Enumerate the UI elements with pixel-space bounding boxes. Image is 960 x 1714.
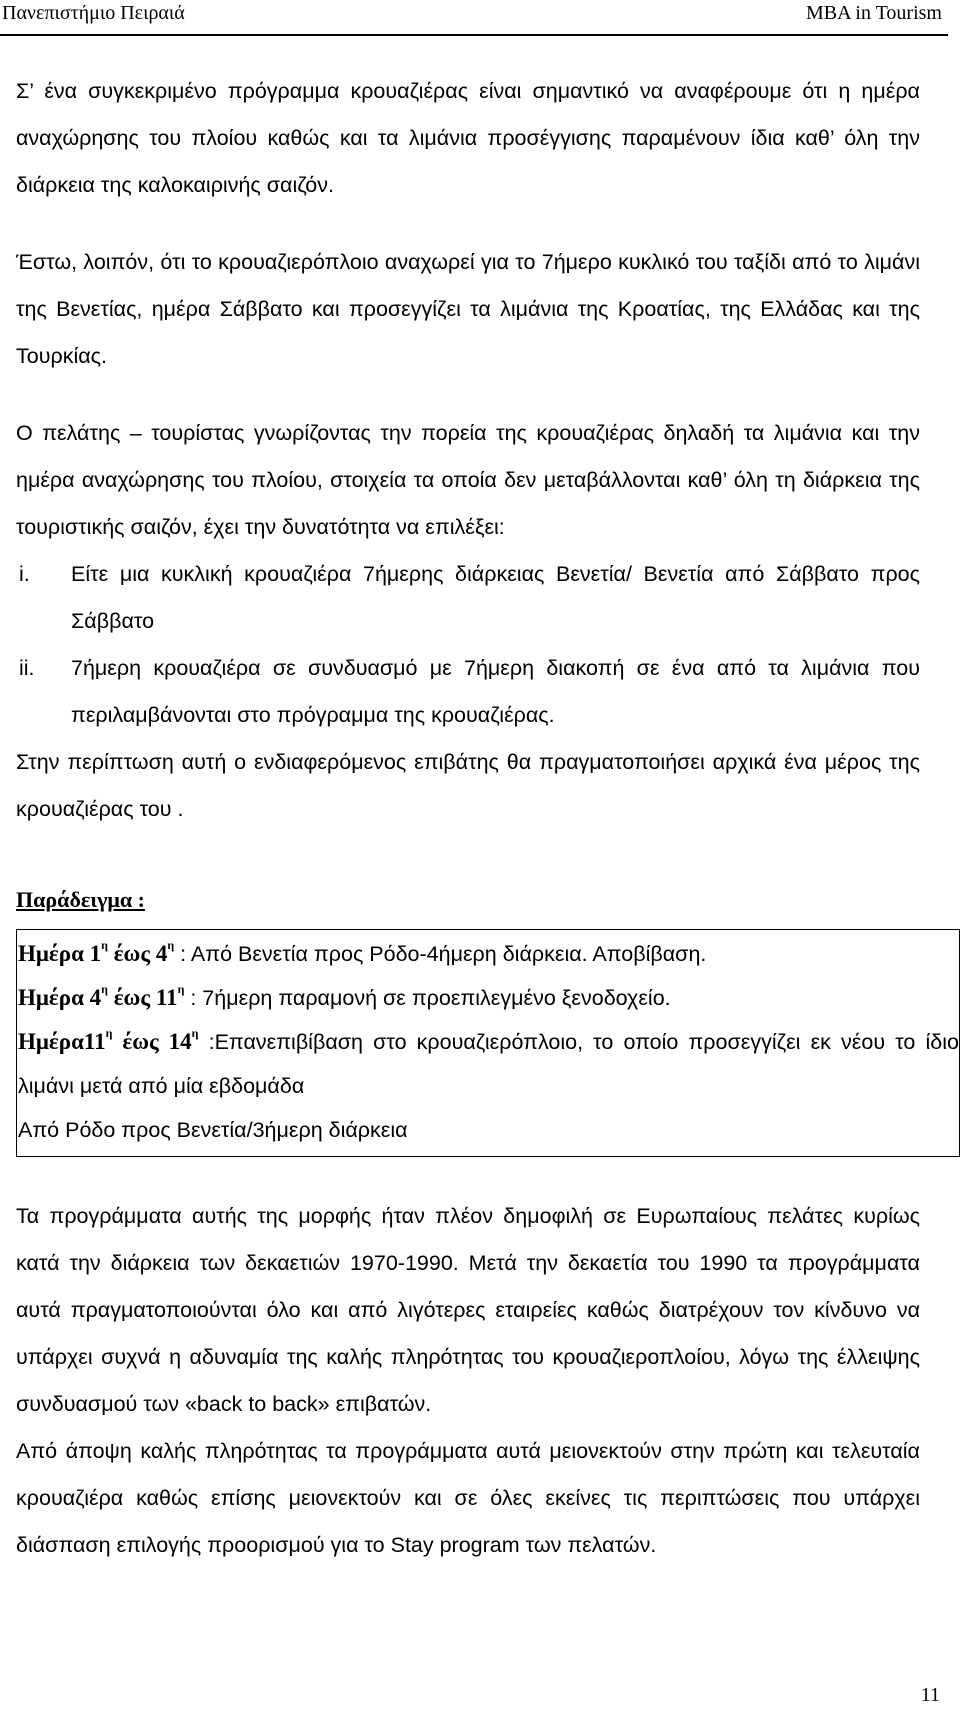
itinerary-row bbox=[17, 1020, 959, 1108]
paragraph-partial-cruise: Στην περίπτωση αυτή ο ενδιαφερόμενος επιβάτης θα πραγματοποιήσει αρχικά ένα μέρος της κρουαζιέρας του . bbox=[16, 750, 920, 821]
itinerary-row bbox=[17, 976, 959, 1020]
option-text: Είτε μια κυκλική κρουαζιέρα 7ήμερης διάρκειας Βενετία/ Βενετία από Σάββατο προς Σάββατο bbox=[71, 562, 920, 633]
itinerary-row bbox=[17, 932, 959, 976]
paragraph-example-route: Έστω, λοιπόν, ότι το κρουαζιερόπλοιο αναχωρεί για το 7ήμερο κυκλικό του ταξίδι από το λιμάνι της Βενετίας, ημέρα Σάββατο και προσεγγίζει τα λιμάνια της Κροατίας, της Ελλάδας και της Τουρκίας. bbox=[16, 250, 920, 368]
option-item bbox=[16, 645, 920, 739]
page-header bbox=[0, 0, 960, 40]
itinerary-day-label: Ημέρα $4^\eta$ έως $11^\eta$ bbox=[18, 982, 185, 1010]
itinerary-day-label: $H\mu έ\rho\alpha 11^\eta$ έως $14^\eta$ bbox=[18, 1026, 199, 1054]
paragraph-options-intro: Ο πελάτης – τουρίστας γνωρίζοντας την πορεία της κρουαζιέρας δηλαδή τα λιμάνια και την ημέρα αναχώρησης του πλοίου, στοιχεία τα οποία δεν μεταβάλλονται καθ’ όλη τη διάρκεια της τουριστικής σαιζόν, έχει την δυνατότητα να επιλέξει: bbox=[16, 421, 920, 539]
document-body bbox=[16, 68, 959, 1569]
option-number: i. bbox=[19, 562, 30, 586]
option-number: ii. bbox=[19, 656, 35, 680]
itinerary-description: : Από Βενετία προς Ρόδο-4ήμερη διάρκεια. Αποβίβαση. bbox=[174, 942, 707, 966]
options-list bbox=[16, 551, 920, 739]
paragraph-popularity: Τα προγράμματα αυτής της μορφής ήταν πλέον δημοφιλή σε Ευρωπαίους πελάτες κυρίως κατά την διάρκεια των δεκαετιών 1970-1990. Μετά την δεκαετία του 1990 τα προγράμματα αυτά πραγματοποιούνται όλο και από λιγότερες εταιρείες καθώς διατρέχουν τον κίνδυνο να υπάρχει συχνά η αδυναμία της καλής πληρότητας του κρουαζιεροπλοίου, λόγω της έλλειψης συνδυασμού των «back to back» επιβατών. bbox=[16, 1204, 920, 1416]
paragraph-occupancy: Από άποψη καλής πληρότητας τα προγράμματα αυτά μειονεκτούν στην πρώτη και τελευταία κρουαζιέρα καθώς επίσης μειονεκτούν και σε όλες εκείνες τις περιπτώσεις που υπάρχει διάσπαση επιλογής προορισμού για το Stay program των πελατών. bbox=[16, 1439, 920, 1557]
itinerary-day-label: Ημέρα $1^\eta$ έως $4^\eta$ bbox=[18, 938, 175, 966]
header-divider bbox=[0, 34, 948, 36]
option-text: 7ήμερη κρουαζιέρα σε συνδυασμό με 7ήμερη διακοπή σε ένα από τα λιμάνια που περιλαμβάνονται στο πρόγραμμα της κρουαζιέρας. bbox=[71, 656, 920, 727]
itinerary-return-line: Από Ρόδο προς Βενετία/3ήμερη διάρκεια bbox=[18, 1118, 408, 1142]
header-program: MBA in Tourism bbox=[805, 2, 942, 24]
page-number: 11 bbox=[920, 1684, 940, 1706]
example-heading: Παράδειγμα : bbox=[16, 887, 145, 912]
option-item bbox=[16, 551, 920, 645]
itinerary-description: : 7ήμερη παραμονή σε προεπιλεγμένο ξενοδοχείο. bbox=[184, 986, 671, 1010]
itinerary-description: :Επανεπιβίβαση στο κρουαζιερόπλοιο, το οποίο προσεγγίζει εκ νέου το ίδιο λιμάνι μετά από μία εβδομάδα bbox=[18, 1030, 959, 1098]
header-university: Πανεπιστήμιο Πειραιά bbox=[2, 2, 185, 24]
example-itinerary-box bbox=[16, 929, 960, 1157]
paragraph-intro: Σ’ ένα συγκεκριμένο πρόγραμμα κρουαζιέρας είναι σημαντικό να αναφέρουμε ότι η ημέρα αναχώρησης του πλοίου καθώς και τα λιμάνια προσέγγισης παραμένουν ίδια καθ’ όλη την διάρκεια της καλοκαιρινής σαιζόν. bbox=[16, 79, 920, 197]
